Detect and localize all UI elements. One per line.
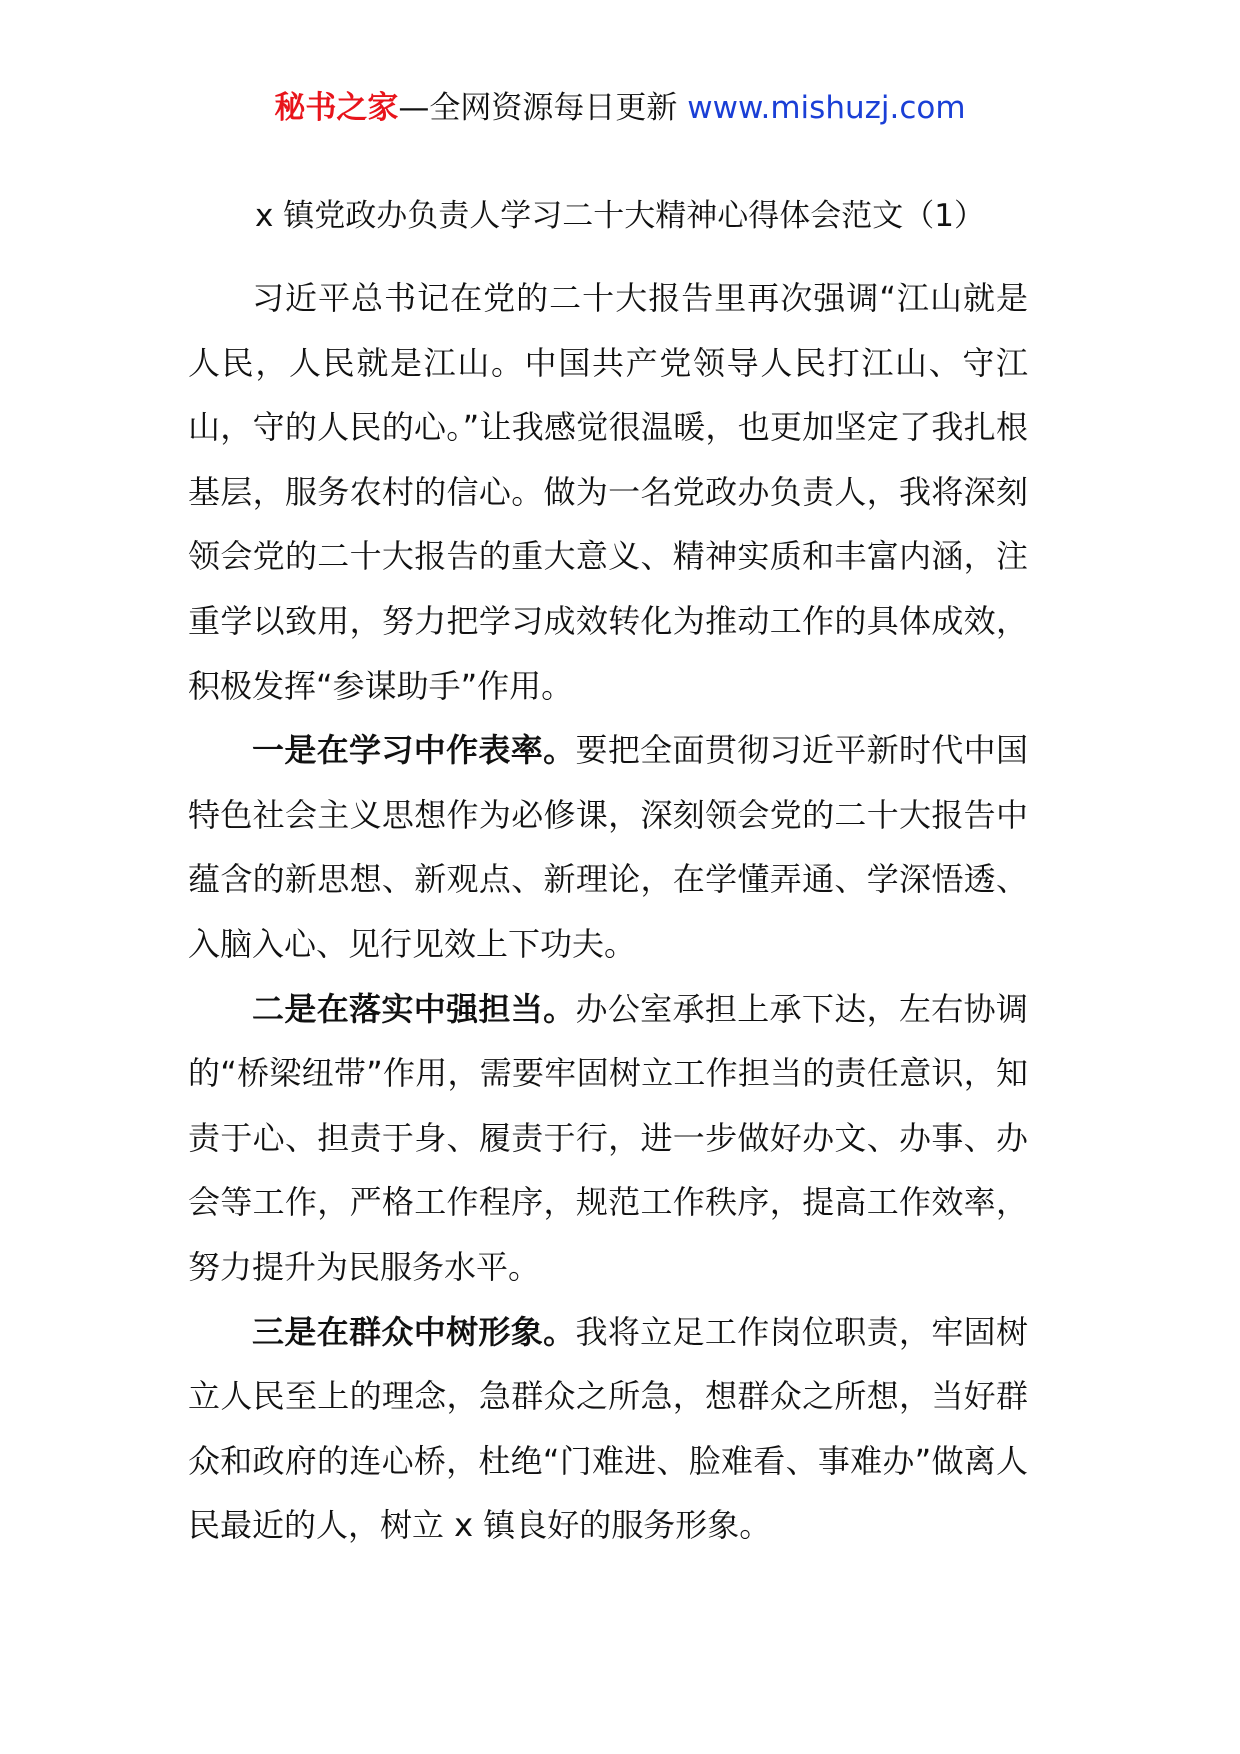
point-paragraph-2 [188,977,1028,1300]
brand-name: 秘书之家 [274,90,399,126]
point-heading-2: 二是在落实中强担当。 [252,989,576,1028]
document-title: x 镇党政办负责人学习二十大精神心得体会范文（1） [255,198,985,234]
point-paragraph-3 [188,1300,1028,1558]
point-text-2: 办公室承担上承下达，左右协调的“桥梁纽带”作用，需要牢固树立工作担当的责任意识，知责于心、担责于身、履责于行，进一步做好办文、办事、办会等工作，严格工作程序，规范工作秩序，提高工作效率，努力提升为民服务水平。 [188,989,1028,1286]
site-header [0,86,1240,130]
point-heading-3: 三是在群众中树形象。 [252,1312,576,1351]
point-text-1: 要把全面贯彻习近平新时代中国特色社会主义思想作为必修课，深刻领会党的二十大报告中蕴含的新思想、新观点、新理论，在学懂弄通、学深悟透、入脑入心、见行见效上下功夫。 [188,731,1028,963]
header-tagline: —全网资源每日更新 [398,90,688,126]
point-paragraph-1 [188,718,1028,976]
point-text-3: 我将立足工作岗位职责，牢固树立人民至上的理念，急群众之所急，想群众之所想，当好群众和政府的连心桥，杜绝“门难进、脸难看、事难办”做离人民最近的人，树立 x 镇良好的服务形象。 [188,1312,1028,1545]
intro-paragraph: 习近平总书记在党的二十大报告里再次强调“江山就是人民，人民就是江山。中国共产党领导人民打江山、守江山，守的人民的心。”让我感觉很温暖，也更加坚定了我扎根基层，服务农村的信心。做为一名党政办负责人，我将深刻领会党的二十大报告的重大意义、精神实质和丰富内涵，注重学以致用，努力把学习成效转化为推动工作的具体成效，积极发挥“参谋助手”作用。 [188,279,1028,705]
point-heading-1: 一是在学习中作表率。 [252,731,576,770]
site-url-link[interactable]: www.mishuzj.com [687,90,966,126]
document-body [188,266,1028,1558]
